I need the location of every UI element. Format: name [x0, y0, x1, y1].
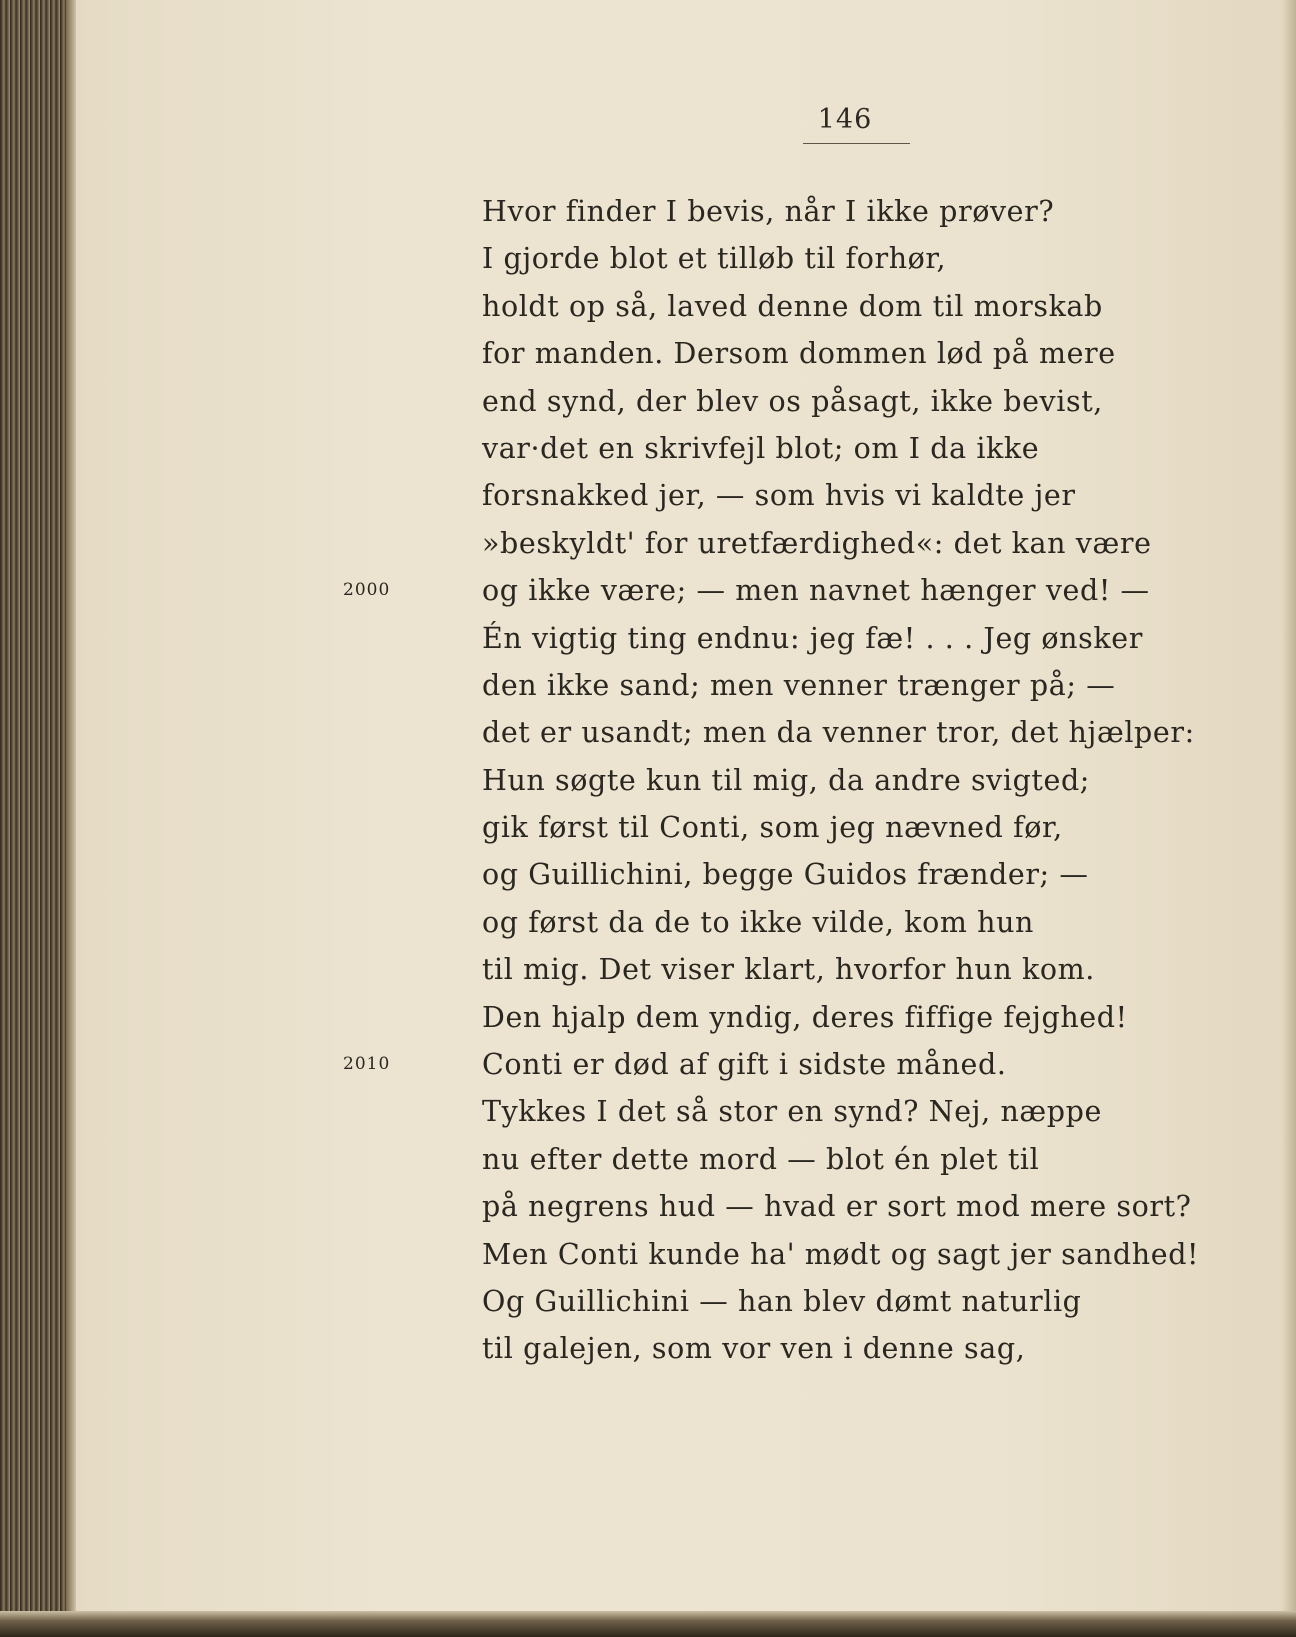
page-right-edge [1282, 0, 1296, 1637]
poem-line: Men Conti kunde ha' mødt og sagt jer sandhed! [482, 1237, 1200, 1271]
poem-line: Den hjalp dem yndig, deres fiffige fejghed! [482, 1000, 1128, 1034]
line-number-2000: 2000 [343, 580, 391, 601]
poem-line: nu efter dette mord — blot én plet til [482, 1142, 1040, 1176]
poem-line: for manden. Dersom dommen lød på mere [482, 337, 1116, 371]
poem-line: Én vigtig ting endnu: jeg fæ! . . . Jeg ønsker [482, 621, 1143, 655]
poem-line: var·det en skrivfejl blot; om I da ikke [482, 431, 1040, 465]
page-bottom-edge [0, 1611, 1296, 1637]
poem-line: til mig. Det viser klart, hvorfor hun kom. [482, 953, 1095, 987]
poem-line: »beskyldt' for uretfærdighed«: det kan være [482, 526, 1152, 560]
poem-line: end synd, der blev os påsagt, ikke bevist, [482, 384, 1103, 418]
poem-line: Og Guillichini — han blev dømt naturlig [482, 1284, 1082, 1318]
poem-line: Hun søgte kun til mig, da andre svigted; [482, 763, 1090, 797]
poem-line: I gjorde blot et tilløb til forhør, [482, 242, 947, 276]
poem-text [482, 188, 1222, 1373]
poem-line: Tykkes I det så stor en synd? Nej, næppe [482, 1095, 1102, 1129]
poem-line: den ikke sand; men venner trænger på; — [482, 668, 1116, 702]
poem-line: Conti er død af gift i sidste måned. [482, 1048, 1007, 1082]
line-number-2010: 2010 [343, 1054, 391, 1075]
poem-line: forsnakked jer, — som hvis vi kaldte jer [482, 479, 1076, 513]
poem-line: på negrens hud — hvad er sort mod mere sort? [482, 1190, 1192, 1224]
poem-line: gik først til Conti, som jeg nævned før, [482, 811, 1063, 845]
spine-shadow [66, 0, 76, 1637]
poem-line: det er usandt; men da venner tror, det hjælper: [482, 716, 1195, 750]
page-number: 146 [817, 104, 873, 135]
poem-line: Hvor finder I bevis, når I ikke prøver? [482, 195, 1055, 228]
poem-line: og først da de to ikke vilde, kom hun [482, 905, 1034, 939]
poem-line: holdt op så, laved denne dom til morskab [482, 289, 1103, 323]
poem-line: til galejen, som vor ven i denne sag, [482, 1332, 1026, 1366]
poem-line: og Guillichini, begge Guidos frænder; — [482, 858, 1089, 892]
header-rule [803, 143, 910, 144]
poem-line: og ikke være; — men navnet hænger ved! — [482, 574, 1150, 608]
book-spine [0, 0, 66, 1637]
